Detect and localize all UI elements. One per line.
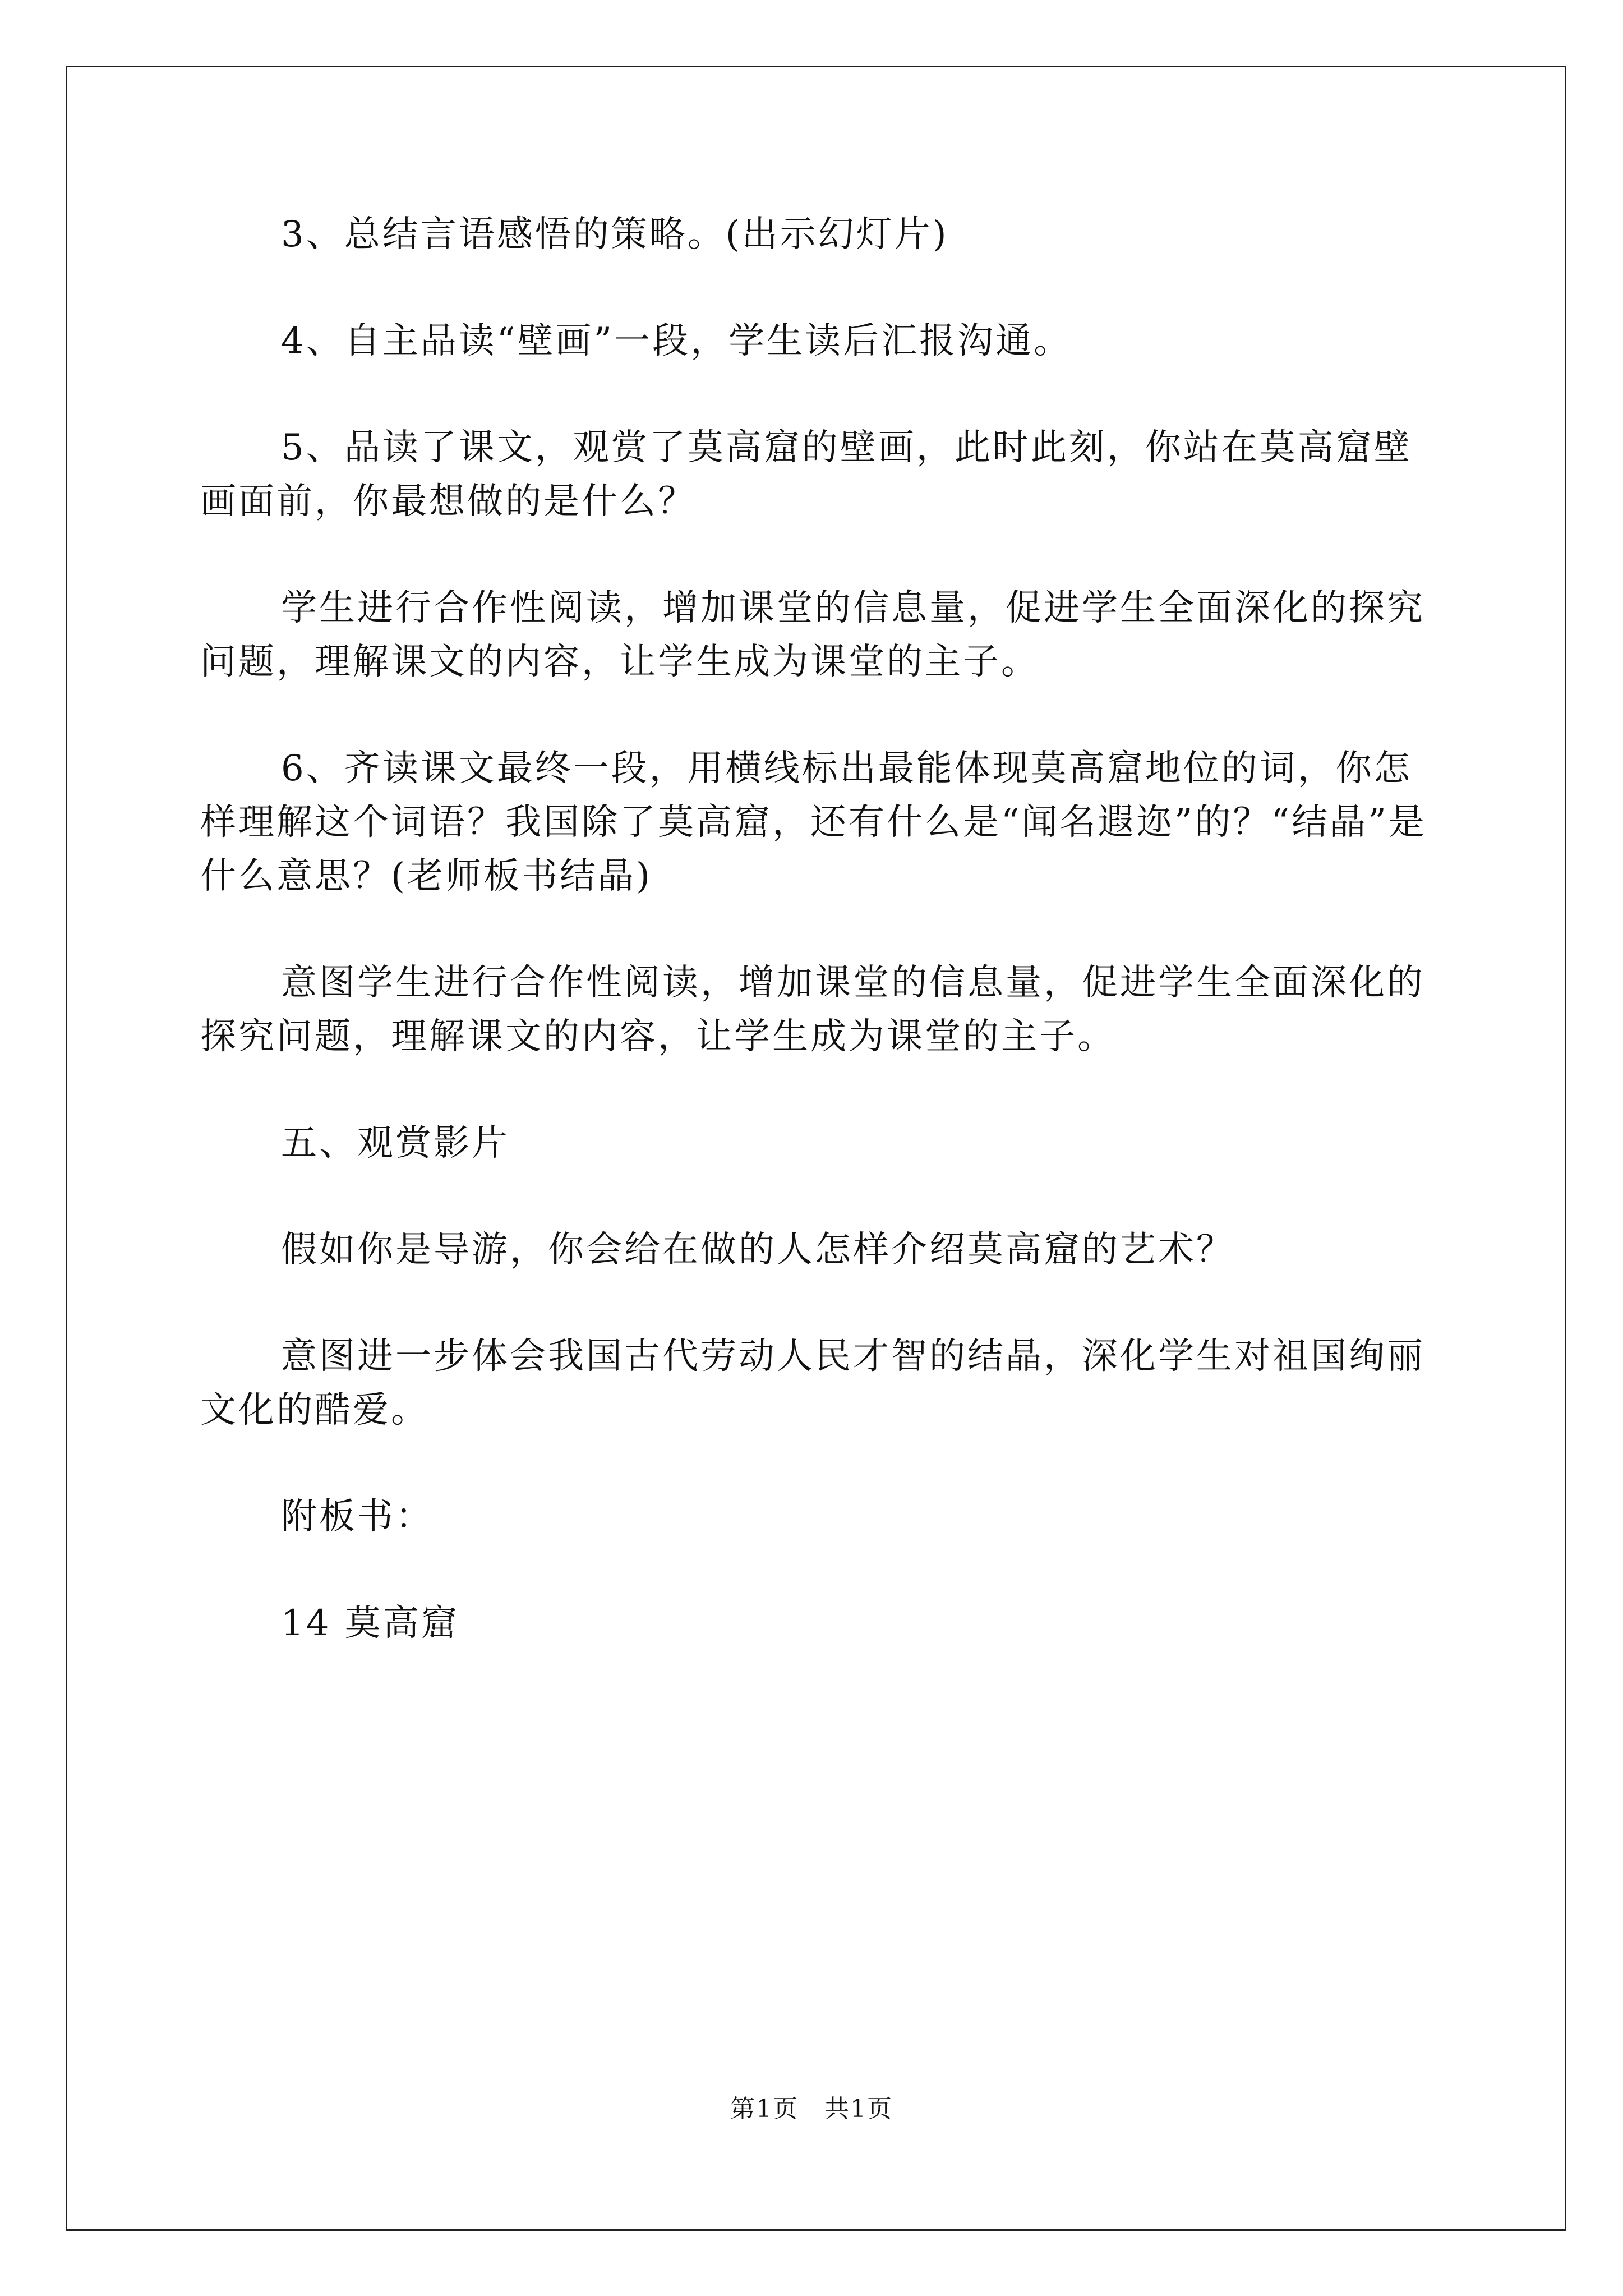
board-note-title: 14 莫高窟 [281, 1603, 459, 1644]
paragraph-3: 5、品读了课文，观赏了莫高窟的壁画，此时此刻，你站在莫高窟壁画面前，你最想做的是什么？ [200, 427, 1412, 522]
page-footer: 第1页 共1页 [730, 2095, 893, 2123]
board-note-label: 附板书： [281, 1496, 434, 1538]
paragraph-5: 6、齐读课文最终一段，用横线标出最能体现莫高窟地位的词，你怎样理解这个词语？我国除了莫高窟，还有什么是“闻名遐迩”的？“结晶”是什么意思？(老师板书结晶) [200, 748, 1427, 897]
paragraph-8: 意图进一步体会我国古代劳动人民才智的结晶，深化学生对祖国绚丽文化的酷爱。 [200, 1336, 1425, 1431]
paragraph-1: 3、总结言语感悟的策略。(出示幻灯片) [281, 214, 949, 255]
paragraph-2: 4、自主品读“壁画”一段，学生读后汇报沟通。 [281, 320, 1072, 362]
section-heading: 五、观赏影片 [281, 1122, 510, 1164]
document-body [200, 208, 1434, 1703]
paragraph-7: 假如你是导游，你会给在做的人怎样介绍莫高窟的艺术？ [281, 1229, 1234, 1271]
paragraph-4: 学生进行合作性阅读，增加课堂的信息量，促进学生全面深化的探究问题，理解课文的内容，让学生成为课堂的主子。 [200, 587, 1425, 683]
paragraph-6: 意图学生进行合作性阅读，增加课堂的信息量，促进学生全面深化的探究问题，理解课文的内容，让学生成为课堂的主子。 [200, 962, 1425, 1057]
